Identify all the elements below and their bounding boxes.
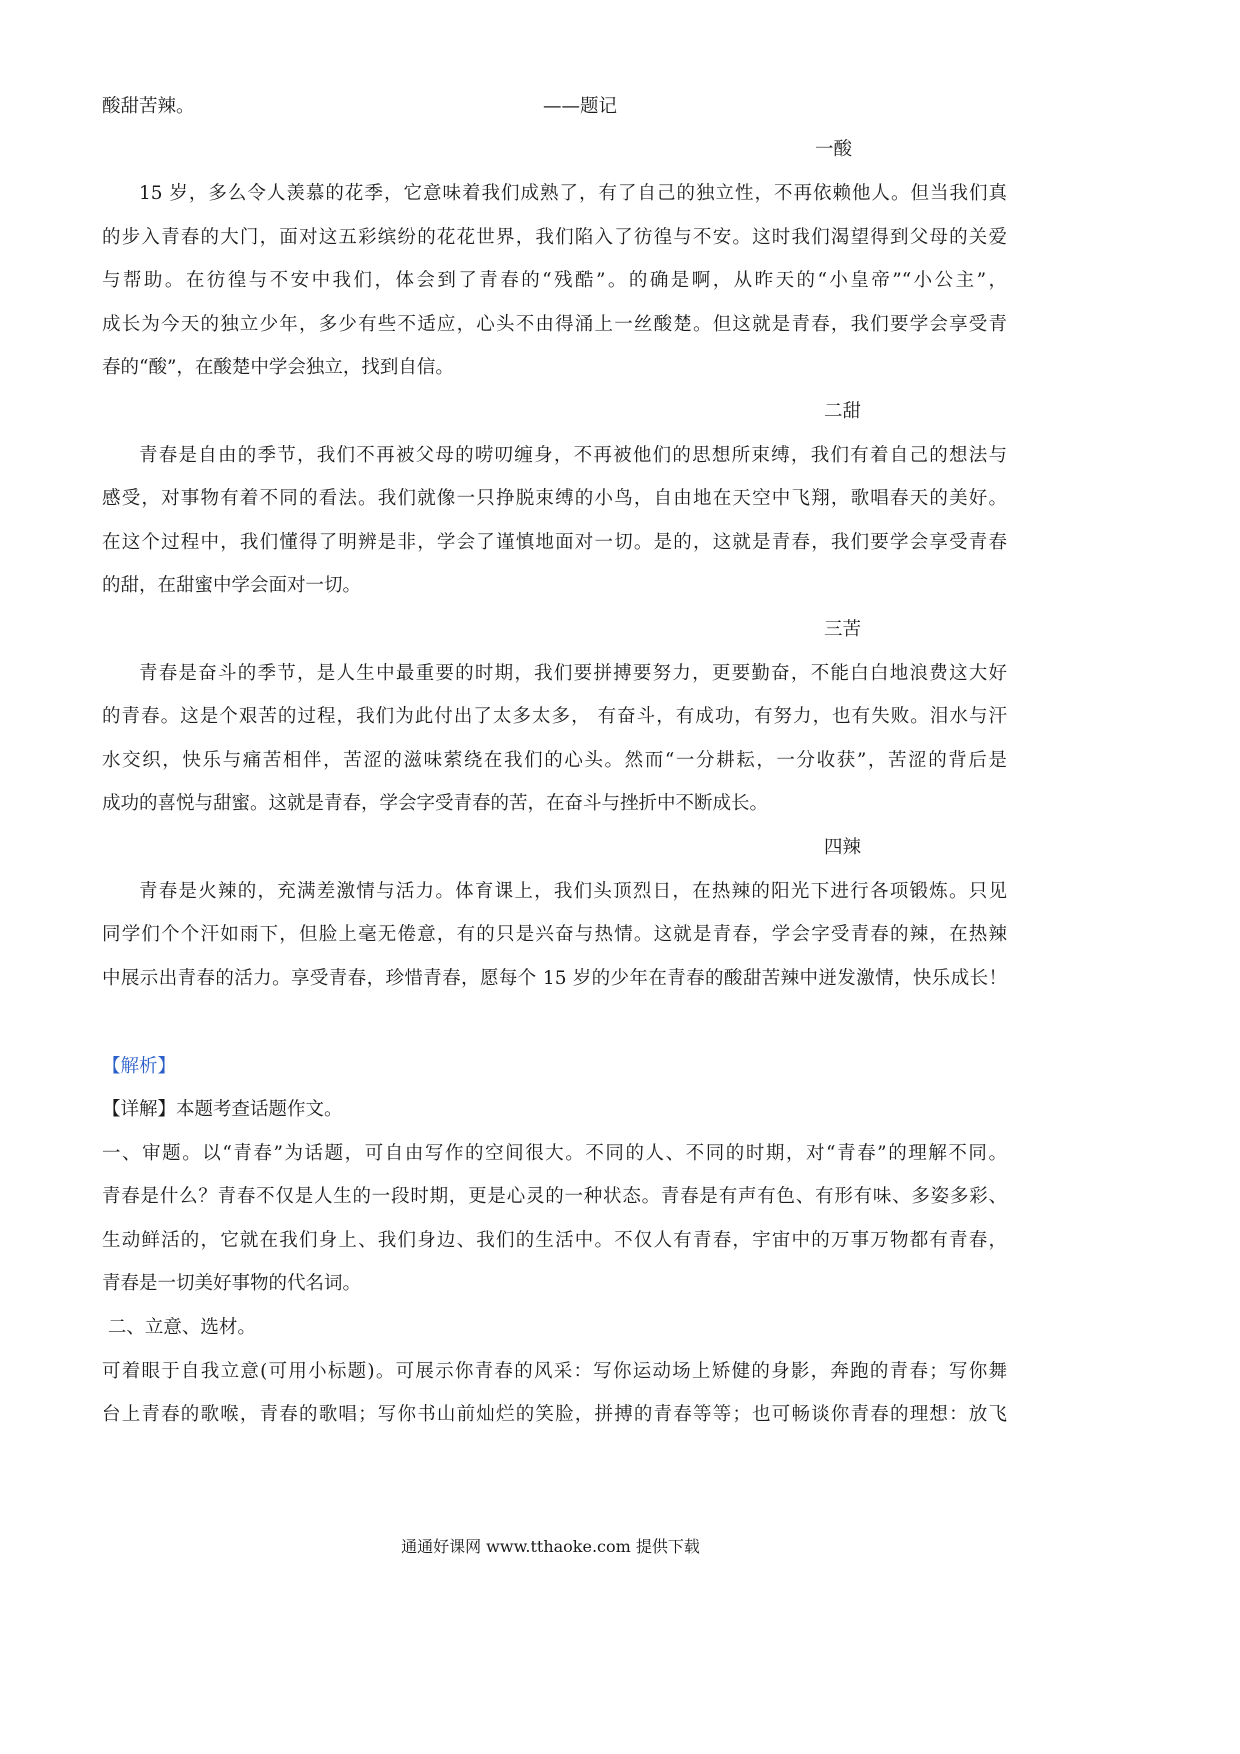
body-line: 水交织，快乐与痛苦相伴，苦涩的滋味萦绕在我们的心头。然而“一分耕耘，一分收获”，苦涩的背后是 — [102, 750, 1007, 771]
body-line: 感受，对事物有着不同的看法。我们就像一只挣脱束缚的小鸟，自由地在天空中飞翔，歌唱春天的美好。 — [102, 488, 1007, 509]
section-heading: 三苦 — [824, 619, 862, 640]
body-line: 青春是自由的季节，我们不再被父母的唠叨缠身，不再被他们的思想所束缚，我们有着自己的想法与 — [139, 445, 1007, 466]
body-line: 青春是火辣的，充满差激情与活力。体育课上，我们头顶烈日，在热辣的阳光下进行各项锻炼。只见 — [139, 881, 1007, 902]
epigraph-attribution: ——题记 — [543, 96, 618, 117]
body-line: 台上青春的歌喉，青春的歌唱；写你书山前灿烂的笑脸，拼搏的青春等等；也可畅谈你青春的理想：放飞 — [102, 1404, 1007, 1425]
body-line: 的青春。这是个艰苦的过程，我们为此付出了太多太多， 有奋斗，有成功，有努力，也有失败。泪水与汗 — [102, 706, 1007, 727]
body-line: 酸甜苦辣。 — [102, 96, 195, 117]
page-footer: 通通好课网 www.tthaoke.com 提供下载 — [401, 1537, 700, 1556]
body-line: 生动鲜活的，它就在我们身上、我们身边、我们的生活中。不仅人有青春，宇宙中的万事万物都有青春， — [102, 1230, 1007, 1251]
body-line: 在这个过程中，我们懂得了明辨是非，学会了谨慎地面对一切。是的，这就是青春，我们要学会享受青春 — [102, 532, 1007, 553]
body-line: 青春是一切美好事物的代名词。 — [102, 1273, 362, 1294]
analysis-label: 【解析】 — [102, 1056, 177, 1077]
section-heading: 二甜 — [824, 401, 862, 422]
body-line: 春的“酸”，在酸楚中学会独立，找到自信。 — [102, 357, 454, 378]
body-line: 成功的喜悦与甜蜜。这就是青春，学会字受青春的苦，在奋斗与挫折中不断成长。 — [102, 793, 769, 814]
body-line: 成长为今天的独立少年，多少有些不适应，心头不由得涌上一丝酸楚。但这就是青春，我们要学会享受青 — [102, 314, 1007, 335]
body-line: 一、审题。以“青春”为话题，可自由写作的空间很大。不同的人、不同的时期，对“青春”的理解不同。 — [102, 1143, 1007, 1164]
body-line: 与帮助。在彷徨与不安中我们，体会到了青春的“残酷”。的确是啊，从昨天的“小皇帝”“小公主”， — [102, 270, 1007, 291]
body-line: 的甜，在甜蜜中学会面对一切。 — [102, 575, 362, 596]
section-heading: 四辣 — [824, 837, 862, 858]
body-line: 青春是奋斗的季节，是人生中最重要的时期，我们要拼搏要努力，更要勤奋，不能白白地浪费这大好 — [139, 663, 1007, 684]
body-line: 中展示出青春的活力。享受青春，珍惜青春，愿每个 15 岁的少年在青春的酸甜苦辣中迸发激情，快乐成长！ — [102, 968, 1007, 989]
section-heading: 一酸 — [815, 139, 853, 160]
body-line: 同学们个个汗如雨下，但脸上毫无倦意，有的只是兴奋与热情。这就是青春，学会字受青春的辣，在热辣 — [102, 924, 1007, 945]
detail-line: 【详解】本题考查话题作文。 — [102, 1099, 343, 1120]
body-line: 可着眼于自我立意(可用小标题)。可展示你青春的风采：写你运动场上矫健的身影，奔跑的青春；写你舞 — [102, 1361, 1007, 1382]
body-line: 15 岁，多么令人羡慕的花季，它意味着我们成熟了，有了自己的独立性，不再依赖他人。但当我们真 — [139, 183, 1007, 204]
body-line: 青春是什么？青春不仅是人生的一段时期，更是心灵的一种状态。青春是有声有色、有形有味、多姿多彩、 — [102, 1186, 1007, 1207]
body-line: 的步入青春的大门，面对这五彩缤纷的花花世界，我们陷入了彷徨与不安。这时我们渴望得到父母的关爱 — [102, 227, 1007, 248]
subheading-line: 二、立意、选材。 — [102, 1317, 256, 1338]
